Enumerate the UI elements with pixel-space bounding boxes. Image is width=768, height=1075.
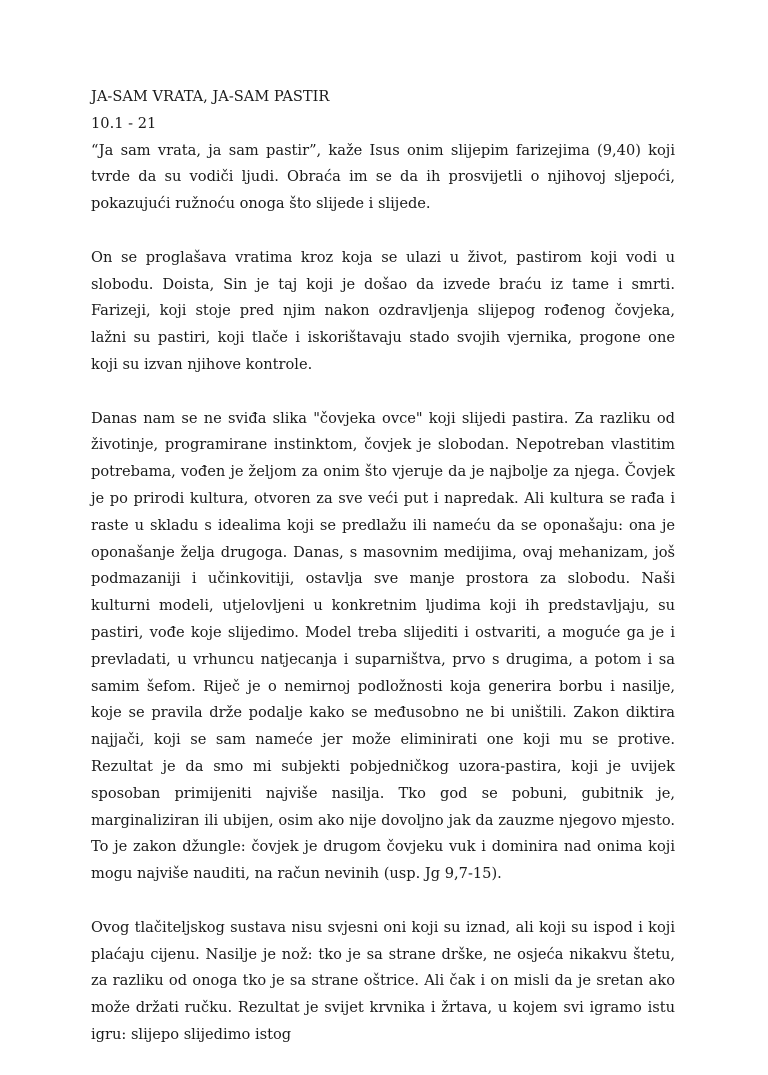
paragraph: Danas nam se ne sviđa slika "čovjeka ovce" koji slijedi pastira. Za razliku od životinje, programirane instinktom, čovjek je slobodan. Nepotreban vlastitim potrebama, vođen je željom za onim što vjeruje da je najbolje za njega. Čovjek je po prirodi kultura, otvoren za sve veći put i napredak. Ali kultura se rađa i raste u skladu s idealima koji se predlažu ili nameću da se oponašaju: ona je oponašanje želja drugoga. Danas, s masovnim medijima, ovaj mehanizam, još podmazaniji i učinkovitiji, ostavlja sve manje prostora za slobodu. Naši kulturni modeli, utjelovljeni u konkretnim ljudima koji ih predstavljaju, su pastiri, vođe koje slijedimo. Model treba slijediti i ostvariti, a moguće ga je i prevladati, u vrhuncu natjecanja i suparništva, prvo s drugima, a potom i sa samim šefom. Riječ je o nemirnoj podložnosti koja generira borbu i nasilje, koje se pravila drže podalje kako se međusobno ne bi uništili. Zakon diktira najjači, koji se sam nameće jer može eliminirati one koji mu se protive. Rezultat je da smo mi subjekti pobjedničkog uzora-pastira, koji je uvijek sposoban primijeniti najviše nasilja. Tko god se pobuni, gubitnik je, marginaliziran ili ubijen, osim ako nije dovoljno jak da zauzme njegovo mjesto. To je zakon džungle: čovjek je drugom čovjeku vuk i dominira nad onima koji mogu najviše nauditi, na račun nevinih (usp. Jg 9,7-15). — [91, 409, 675, 883]
scripture-reference: 10.1 - 21 — [91, 114, 157, 132]
document-title: JA-SAM VRATA, JA-SAM PASTIR — [91, 88, 330, 105]
document-body — [91, 84, 675, 1075]
paragraph: On se proglašava vratima kroz koja se ulazi u život, pastirom koji vodi u slobodu. Doista, Sin je taj koji je došao da izvede braću iz tame i smrti. Farizeji, koji stoje pred njim nakon ozdravljenja slijepog rođenog čovjeka, lažni su pastiri, koji tlače i iskorištavaju stado svojih vjernika, progone one koji su izvan njihove kontrole. — [91, 248, 675, 373]
paragraph: “Ja sam vrata, ja sam pastir”, kaže Isus onim slijepim farizejima (9,40) koji tvrde da su vodiči ljudi. Obraća im se da ih prosvijetli o njihovoj sljepoći, pokazujući ružnoću onoga što slijede i slijede. — [91, 141, 675, 213]
paragraph: Ovog tlačiteljskog sustava nisu svjesni oni koji su iznad, ali koji su ispod i koji plaćaju cijenu. Nasilje je nož: tko je sa strane drške, ne osjeća nikakvu štetu, za razliku od onoga tko je sa strane oštrice. Ali čak i on misli da je sretan ako može držati ručku. Rezultat je svijet krvnika i žrtava, u kojem svi igramo istu igru: slijepo slijedimo istog — [91, 918, 675, 1043]
